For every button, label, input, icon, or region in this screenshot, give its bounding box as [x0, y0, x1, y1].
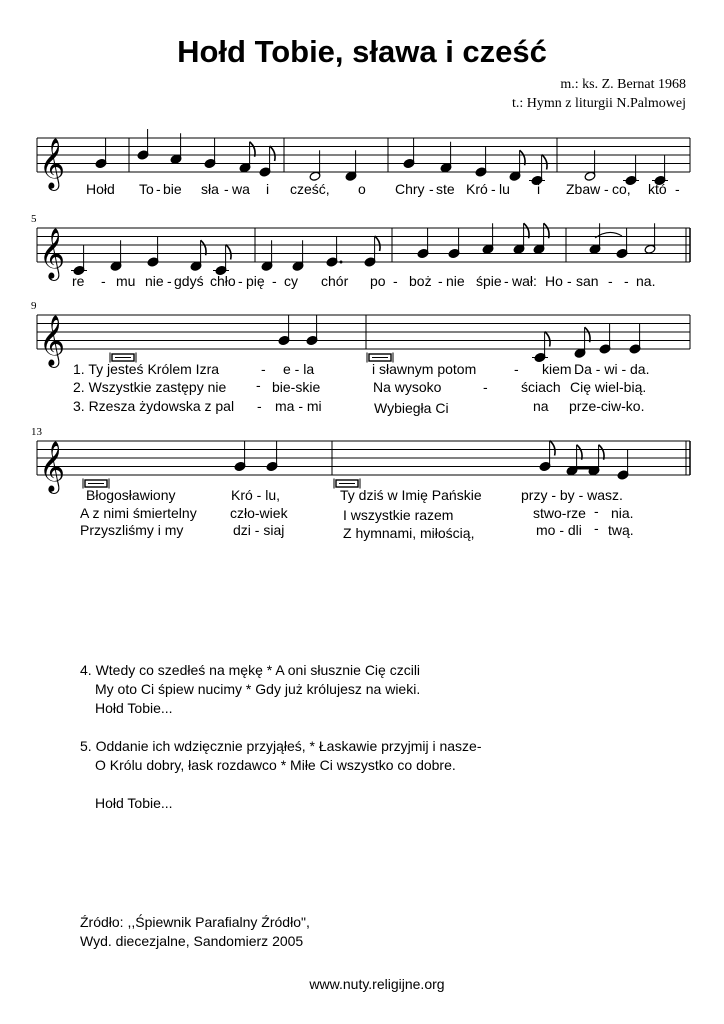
source-note [80, 913, 310, 951]
stanza-line: 4. Wtedy co szedłeś na mękę * A oni słusznie Cię czcili [80, 662, 421, 678]
lyric: pię [246, 273, 265, 289]
stanza-5 [80, 737, 482, 813]
lyric: - [491, 181, 496, 197]
verse3-lyric: - [257, 398, 262, 414]
verse2-lyric: Cię wiel-bią. [570, 379, 647, 395]
lyric: i [266, 181, 270, 197]
hymn-title: Hołd Tobie, sława i cześć [177, 34, 547, 69]
stanza-line: My oto Ci śpiew nucimy * Gdy już królujesz na wieki. [95, 681, 421, 697]
treble-clef-icon: 𝄞 [39, 228, 66, 279]
lyric: san [576, 273, 599, 289]
lyric: - [675, 181, 680, 197]
note-flag [545, 332, 550, 347]
verse2-lyric: stwo-rze [533, 505, 586, 521]
lyric: To [139, 181, 154, 197]
verse3-lyric: Z hymnami, miłością, [343, 525, 475, 541]
lyric: Kró [466, 181, 488, 197]
verse1-lyric: - [261, 361, 266, 377]
verse2-lyric: ściach [521, 379, 561, 395]
treble-clef-icon: 𝄞 [39, 315, 66, 366]
lyric: o [358, 181, 366, 197]
measure-number: 9 [31, 300, 37, 312]
lyric: mu [116, 273, 136, 289]
lyric: co, [612, 181, 631, 197]
verse1-lyric: Błogosławiony [86, 487, 176, 503]
lyric: któ [648, 181, 667, 197]
lyric: - [608, 273, 613, 289]
slur [595, 232, 622, 238]
text-credit: t.: Hymn z liturgii N.Palmowej [512, 96, 686, 111]
verse2-lyric: bie-skie [272, 379, 321, 395]
music-credit: m.: ks. Z. Bernat 1968 [560, 77, 686, 92]
note-flag [550, 441, 555, 456]
verse2-lyric: - [256, 377, 261, 393]
stanza-line: Hołd Tobie... [95, 700, 173, 716]
verse1-lyric: 1. Ty jesteś Królem Izra [73, 361, 220, 377]
lyric: - [224, 181, 229, 197]
verse1-lyric: e - la [283, 361, 315, 377]
lyric: - [272, 273, 277, 289]
lyric: wał: [512, 273, 537, 289]
verse2-lyric: czło-wiek [230, 505, 288, 521]
treble-clef-icon: 𝄞 [39, 138, 66, 189]
verse1-lyric: Da - wi - da. [574, 361, 650, 377]
verse1-lyric: Ty dziś w Imię Pańskie [340, 487, 482, 503]
verse1-lyric: - [514, 361, 519, 377]
stanza-4 [80, 661, 420, 718]
verse2-lyric: I wszystkie razem [343, 507, 454, 523]
stanza-line: O Królu dobry, łask rozdawco * Miłe Ci wszystko co dobre. [95, 757, 456, 773]
lyric: Zbaw [566, 181, 601, 197]
lyric: nie [446, 273, 465, 289]
stanza-line: 5. Oddanie ich wdzięcznie przyjąłeś, * Łaskawie przyjmij i nasze- [80, 738, 482, 754]
verse3-lyric: 3. Rzesza żydowska z pal [73, 398, 235, 414]
lyric: i [537, 181, 541, 197]
measure-number: 5 [31, 213, 37, 225]
lyric: - [438, 273, 443, 289]
lyric: - [429, 181, 434, 197]
verse3-lyric: dzi - siaj [233, 522, 285, 538]
note-flag [542, 155, 547, 170]
verse2-lyric: - [483, 379, 488, 395]
lyric: - [393, 273, 398, 289]
lyric: - [238, 273, 243, 289]
lyric: cześć, [290, 181, 330, 197]
note-flag [226, 245, 231, 260]
lyric: Chry [395, 181, 425, 197]
source-line: Źródło: ,,Śpiewnik Parafialny Źródło", [80, 914, 310, 930]
lyric: - [504, 273, 509, 289]
verse3-lyric: ma - mi [275, 398, 322, 414]
lyric: - [567, 273, 572, 289]
lyric: po [370, 273, 386, 289]
treble-clef-icon: 𝄞 [39, 441, 66, 492]
lyric: sła [201, 181, 219, 197]
lyric: chło [210, 273, 236, 289]
lyric: cy [284, 273, 298, 289]
verse1-lyric: kiem [542, 361, 572, 377]
lyric: ste [436, 181, 455, 197]
verse3-lyric: Przyszliśmy i my [80, 522, 184, 538]
lyric: bie [163, 181, 182, 197]
verse2-lyric: Na wysoko [373, 379, 442, 395]
verse3-lyric: mo - dli [536, 522, 582, 538]
lyric: śpie [476, 273, 502, 289]
verse2-lyric: - [594, 503, 599, 519]
verse3-lyric: na [533, 398, 549, 414]
lyric: re [72, 273, 85, 289]
footer-url[interactable]: www.nuty.religijne.org [309, 976, 445, 992]
lyric: - [156, 181, 161, 197]
lyric: Ho [545, 273, 563, 289]
verse3-lyric: prze-ciw-ko. [569, 398, 645, 414]
lyric: - [624, 273, 629, 289]
verse2-lyric: nia. [611, 505, 634, 521]
lyric: - [604, 181, 609, 197]
verse1-lyric: przy - by - wasz. [521, 487, 623, 503]
lyric: - [167, 273, 172, 289]
verse1-lyric: Kró - lu, [231, 487, 281, 503]
verse2-lyric: 2. Wszystkie zastępy nie [73, 379, 227, 395]
lyric: Hołd [86, 181, 115, 197]
lyric: nie [145, 273, 164, 289]
verse3-lyric: Wybiegła Ci [374, 400, 449, 416]
source-line: Wyd. diecezjalne, Sandomierz 2005 [80, 933, 304, 949]
lyric: - [101, 273, 106, 289]
lyric: na. [636, 273, 656, 289]
lyric: wa [232, 181, 250, 197]
note-dot [340, 261, 343, 264]
measure-number: 13 [31, 426, 42, 438]
verse2-lyric: A z nimi śmiertelny [80, 505, 197, 521]
verse3-lyric: twą. [608, 522, 634, 538]
note-flag [270, 146, 275, 161]
lyric: chór [321, 273, 349, 289]
lyric: lu [499, 181, 510, 197]
verse3-lyric: - [594, 520, 599, 536]
lyric: gdyś [174, 273, 204, 289]
note-flag [375, 236, 380, 251]
stanza-line: Hołd Tobie... [95, 795, 173, 811]
verse1-lyric: i sławnym potom [372, 361, 477, 377]
lyric: boż [409, 273, 432, 289]
